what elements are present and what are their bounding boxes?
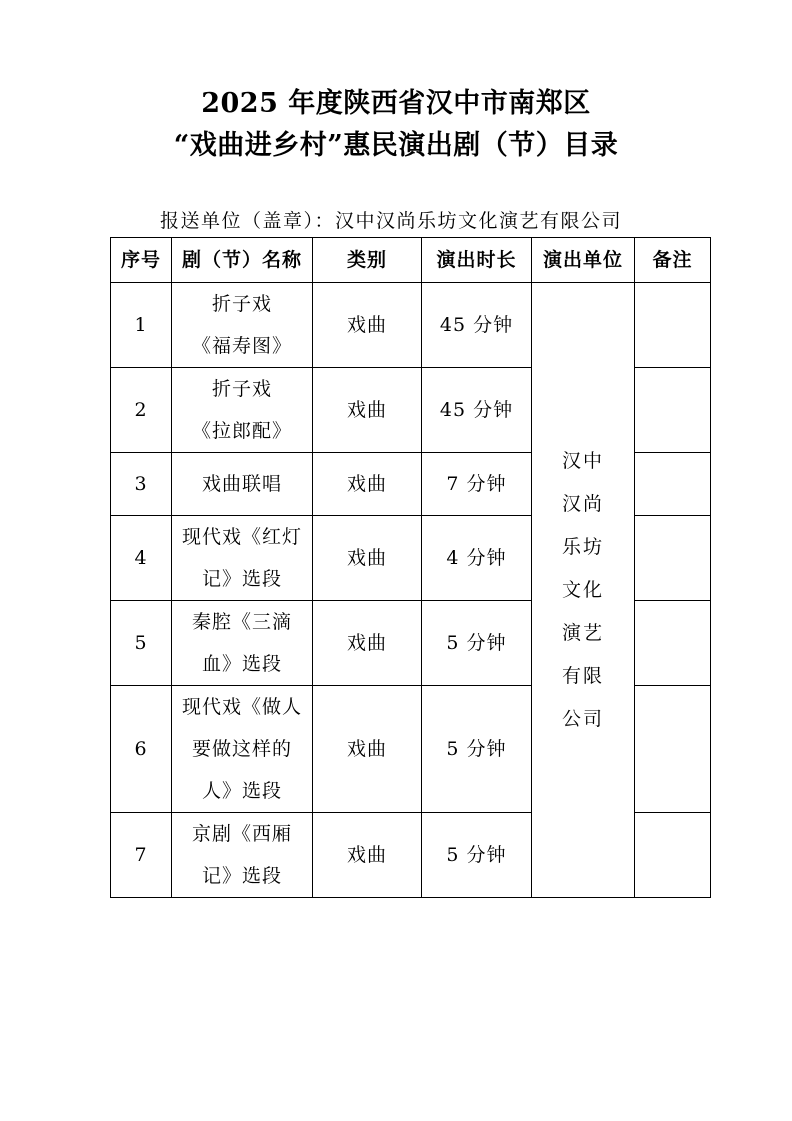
cell-note xyxy=(635,686,711,813)
cell-category: 戏曲 xyxy=(313,516,422,601)
performer-line: 公司 xyxy=(561,707,604,730)
performer-line: 汉中 xyxy=(561,449,604,472)
cell-note xyxy=(635,813,711,898)
cell-name xyxy=(172,368,313,453)
cell-name-line: 记》选段 xyxy=(201,568,282,590)
cell-no: 4 xyxy=(111,516,172,601)
cell-note xyxy=(635,516,711,601)
cell-note xyxy=(635,368,711,453)
cell-category: 戏曲 xyxy=(313,601,422,686)
cell-duration: 5 分钟 xyxy=(422,686,532,813)
cell-name-line: 折子戏 xyxy=(211,378,272,400)
cell-name xyxy=(172,686,313,813)
cell-category: 戏曲 xyxy=(313,283,422,368)
cell-name-line: 《福寿图》 xyxy=(191,335,292,357)
cell-name-line: 折子戏 xyxy=(211,293,272,315)
cell-name xyxy=(172,453,313,516)
header-category: 类别 xyxy=(313,238,422,283)
cell-note xyxy=(635,601,711,686)
header-note: 备注 xyxy=(635,238,711,283)
header-duration: 演出时长 xyxy=(422,238,532,283)
cell-name-line: 记》选段 xyxy=(201,865,282,887)
cell-name-line: 戏曲联唱 xyxy=(201,473,282,495)
cell-duration: 5 分钟 xyxy=(422,601,532,686)
document-title-line-2: “戏曲进乡村”惠民演出剧（节）目录 xyxy=(173,130,619,161)
cell-name xyxy=(172,283,313,368)
cell-name-line: 要做这样的 xyxy=(191,738,292,760)
cell-name-line: 血》选段 xyxy=(201,653,282,675)
cell-name xyxy=(172,813,313,898)
cell-duration: 5 分钟 xyxy=(422,813,532,898)
cell-name-line: 京剧《西厢 xyxy=(191,823,292,845)
performer-line: 文化 xyxy=(561,578,604,601)
cell-duration: 7 分钟 xyxy=(422,453,532,516)
cell-no: 6 xyxy=(111,686,172,813)
cell-no: 1 xyxy=(111,283,172,368)
cell-name-line: 现代戏《做人 xyxy=(181,696,302,718)
table-header-row xyxy=(111,238,711,283)
cell-no: 2 xyxy=(111,368,172,453)
cell-duration: 45 分钟 xyxy=(422,368,532,453)
cell-duration: 4 分钟 xyxy=(422,516,532,601)
cell-name-line: 《拉郎配》 xyxy=(191,420,292,442)
header-no: 序号 xyxy=(111,238,172,283)
cell-note xyxy=(635,283,711,368)
cell-name-line: 秦腔《三滴 xyxy=(191,611,292,633)
cell-no: 5 xyxy=(111,601,172,686)
performer-line: 汉尚 xyxy=(561,492,604,515)
cell-name xyxy=(172,516,313,601)
cell-no: 7 xyxy=(111,813,172,898)
reporting-organization: 报送单位（盖章）：汉中汉尚乐坊文化演艺有限公司 xyxy=(160,210,623,232)
cell-note xyxy=(635,453,711,516)
cell-name xyxy=(172,601,313,686)
header-name: 剧（节）名称 xyxy=(172,238,313,283)
program-table xyxy=(110,237,711,898)
cell-category: 戏曲 xyxy=(313,453,422,516)
cell-category: 戏曲 xyxy=(313,686,422,813)
performer-line: 乐坊 xyxy=(561,535,604,558)
table-row xyxy=(111,283,711,368)
document-title-line-1: 2025 年度陕西省汉中市南郑区 xyxy=(201,88,591,119)
cell-duration: 45 分钟 xyxy=(422,283,532,368)
performer-line: 有限 xyxy=(561,664,604,687)
header-performer: 演出单位 xyxy=(532,238,635,283)
cell-category: 戏曲 xyxy=(313,813,422,898)
performer-line: 演艺 xyxy=(561,621,604,644)
cell-category: 戏曲 xyxy=(313,368,422,453)
cell-performer xyxy=(532,283,635,898)
cell-no: 3 xyxy=(111,453,172,516)
cell-name-line: 现代戏《红灯 xyxy=(181,526,302,548)
cell-name-line: 人》选段 xyxy=(201,780,282,802)
